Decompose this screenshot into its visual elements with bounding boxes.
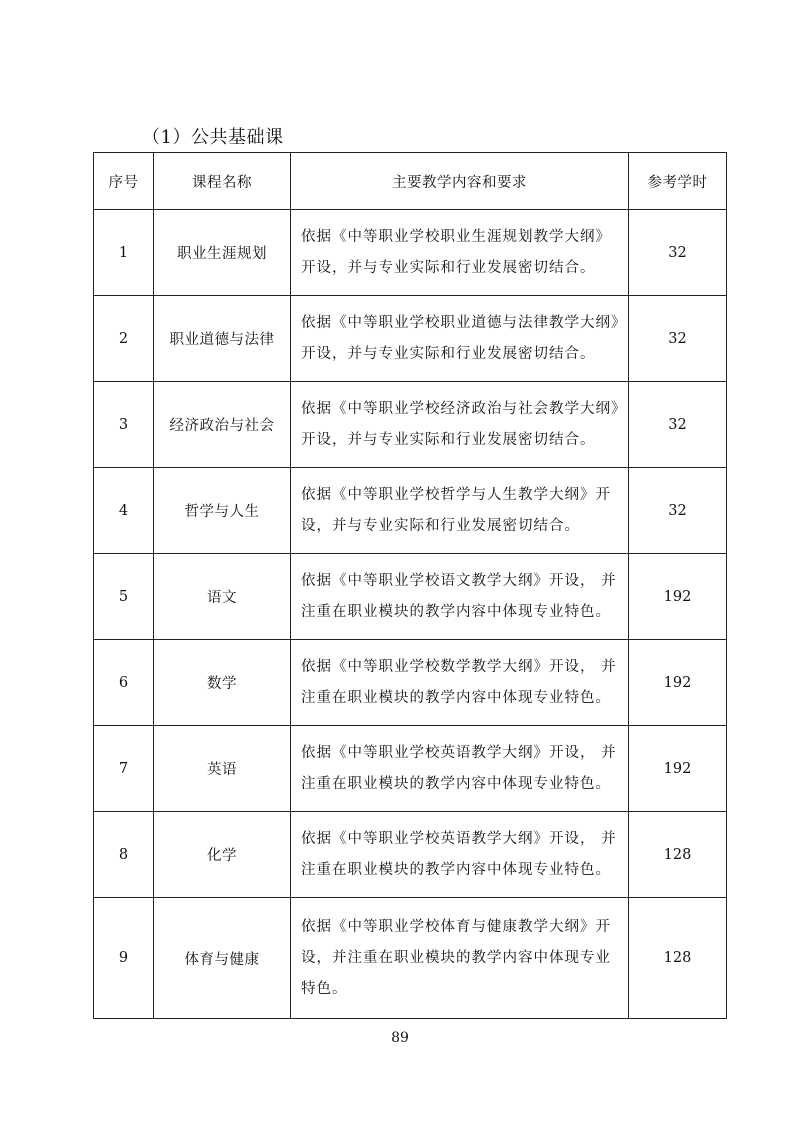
table-row [94,554,727,640]
header-no: 序号 [94,153,154,210]
table-row [94,210,727,296]
cell-no: 1 [94,210,154,296]
cell-hours: 32 [629,210,727,296]
cell-no: 2 [94,296,154,382]
cell-hours: 192 [629,726,727,812]
header-hours: 参考学时 [629,153,727,210]
cell-hours: 192 [629,554,727,640]
page-number: 89 [391,1030,409,1046]
table-row [94,296,727,382]
cell-content: 依据《中等职业学校体育与健康教学大纲》开设，并注重在职业模块的教学内容中体现专业特色。 [291,898,629,1019]
cell-no: 8 [94,812,154,898]
cell-hours: 128 [629,898,727,1019]
cell-content: 依据《中等职业学校英语教学大纲》开设， 并注重在职业模块的教学内容中体现专业特色。 [291,726,629,812]
table-header-row [94,153,727,210]
cell-content: 依据《中等职业学校英语教学大纲》开设， 并注重在职业模块的教学内容中体现专业特色。 [291,812,629,898]
cell-hours: 128 [629,812,727,898]
table-row [94,726,727,812]
cell-course-name: 哲学与人生 [154,468,291,554]
table-row [94,898,727,1019]
cell-course-name: 职业道德与法律 [154,296,291,382]
cell-content: 依据《中等职业学校哲学与人生教学大纲》开设，并与专业实际和行业发展密切结合。 [291,468,629,554]
cell-no: 3 [94,382,154,468]
cell-content: 依据《中等职业学校经济政治与社会教学大纲》开设，并与专业实际和行业发展密切结合。 [291,382,629,468]
cell-hours: 32 [629,382,727,468]
section-heading: （1）公共基础课 [142,127,284,148]
cell-course-name: 经济政治与社会 [154,382,291,468]
cell-course-name: 英语 [154,726,291,812]
course-table [93,152,727,1019]
cell-no: 4 [94,468,154,554]
cell-course-name: 体育与健康 [154,898,291,1019]
cell-no: 9 [94,898,154,1019]
cell-no: 7 [94,726,154,812]
header-name: 课程名称 [154,153,291,210]
cell-content: 依据《中等职业学校语文教学大纲》开设， 并注重在职业模块的教学内容中体现专业特色。 [291,554,629,640]
cell-hours: 192 [629,640,727,726]
cell-course-name: 数学 [154,640,291,726]
cell-course-name: 化学 [154,812,291,898]
table-row [94,468,727,554]
cell-no: 5 [94,554,154,640]
cell-content: 依据《中等职业学校职业生涯规划教学大纲》开设，并与专业实际和行业发展密切结合。 [291,210,629,296]
table-row [94,812,727,898]
header-content: 主要教学内容和要求 [291,153,629,210]
cell-hours: 32 [629,296,727,382]
cell-content: 依据《中等职业学校数学教学大纲》开设， 并注重在职业模块的教学内容中体现专业特色。 [291,640,629,726]
cell-course-name: 职业生涯规划 [154,210,291,296]
table-row [94,640,727,726]
cell-course-name: 语文 [154,554,291,640]
cell-no: 6 [94,640,154,726]
table-row [94,382,727,468]
cell-content: 依据《中等职业学校职业道德与法律教学大纲》开设，并与专业实际和行业发展密切结合。 [291,296,629,382]
cell-hours: 32 [629,468,727,554]
